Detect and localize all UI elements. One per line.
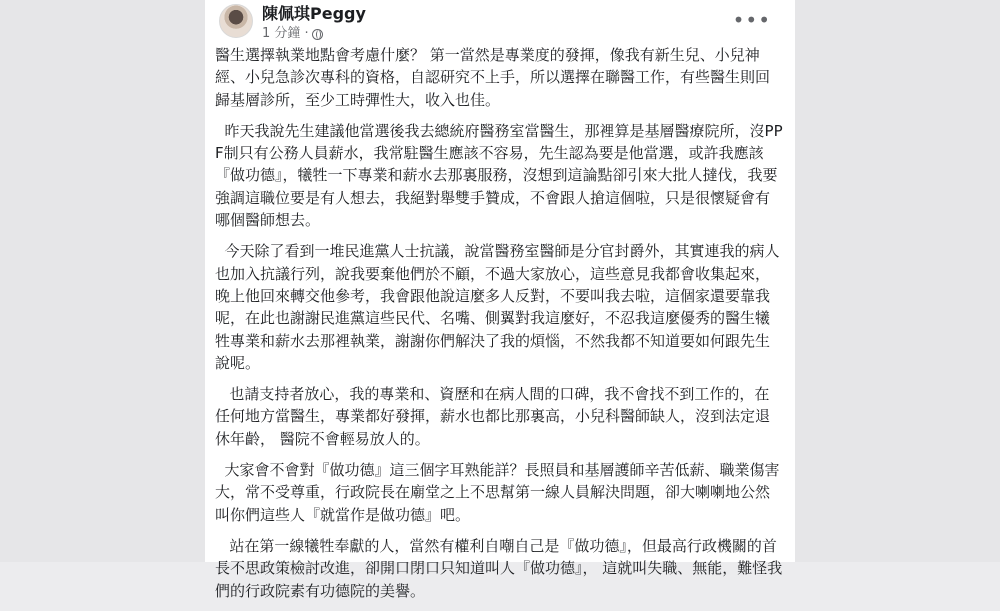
paragraph: 大家會不會對『做功德』這三個字耳熟能詳？長照員和基層護師辛苦低薪、職業傷害大，常不受尊重，行政院長在廟堂之上不思幫第一線人員解決問題，卻大喇喇地公然叫你們這些人『就當作是做功德』吧。 (215, 461, 780, 524)
post-time[interactable]: 1 分鐘 · (262, 26, 309, 41)
avatar[interactable] (219, 4, 253, 38)
post-meta (262, 26, 323, 42)
paragraph: 站在第一線犧牲奉獻的人，當然有權利自嘲自己是『做功德』，但最高行政機關的首長不思政策檢討改進，卻開口閉口只知道叫人『做功德』， 這就叫失職、無能，難怪我們的行政院素有功德院的美譽。 (215, 536, 783, 600)
paragraph: 也請支持者放心，我的專業和、資歷和在病人間的口碑，我不會找不到工作的，在任何地方當醫生，專業都好發揮，薪水也都比那裏高，小兒科醫師缺人，沒到法定退休年齡， 醫院不會輕易放人的。 (215, 385, 771, 448)
paragraph: 今天除了看到一堆民進黨人士抗議，說當醫務室醫師是分官封爵外，其實連我的病人也加入抗議行列，說我要棄他們於不顧，不過大家放心，這些意見我都會收集起來，晚上他回來轉交他參考，我會跟他說這麼多人反對，不要叫我去啦，這個家還要靠我呢，在此也謝謝民進黨這些民代、名嘴、側翼對我這麼好，不忍我這麼優秀的醫生犧牲專業和薪水去那裡執業，謝謝你們解決了我的煩惱，不然我都不知道要如何跟先生說呢。 (215, 242, 780, 372)
background-right (795, 0, 1000, 562)
paragraph: 昨天我說先生建議他當選後我去總統府醫務室當醫生，那裡算是基層醫療院所，沒PPF制只有公務人員薪水，我常駐醫生應該不容易，先生認為要是他當選，或許我應該『做功德』，犧牲一下專業和薪水去那裏服務，沒想到這論點卻引來大批人撻伐，我要強調這職位要是有人想去，我絕對舉雙手贊成，不會跟人搶這個啦，只是很懷疑會有哪個醫師想去。 (215, 121, 783, 230)
background-left (0, 0, 205, 562)
post-card (205, 0, 795, 600)
more-icon[interactable]: ••• (732, 8, 771, 32)
author-name[interactable]: 陳佩琪Peggy (262, 4, 366, 23)
post-body (215, 44, 783, 611)
paragraph: 醫生選擇執業地點會考慮什麼？ 第一當然是專業度的發揮，像我有新生兒、小兒神經、小兒急診次專科的資格，自認研究不上手，所以選擇在聯醫工作，有些醫生則回歸基層診所，至少工時彈性大，收入也佳。 (215, 46, 771, 109)
post-header (205, 0, 795, 46)
globe-icon[interactable] (312, 29, 323, 40)
